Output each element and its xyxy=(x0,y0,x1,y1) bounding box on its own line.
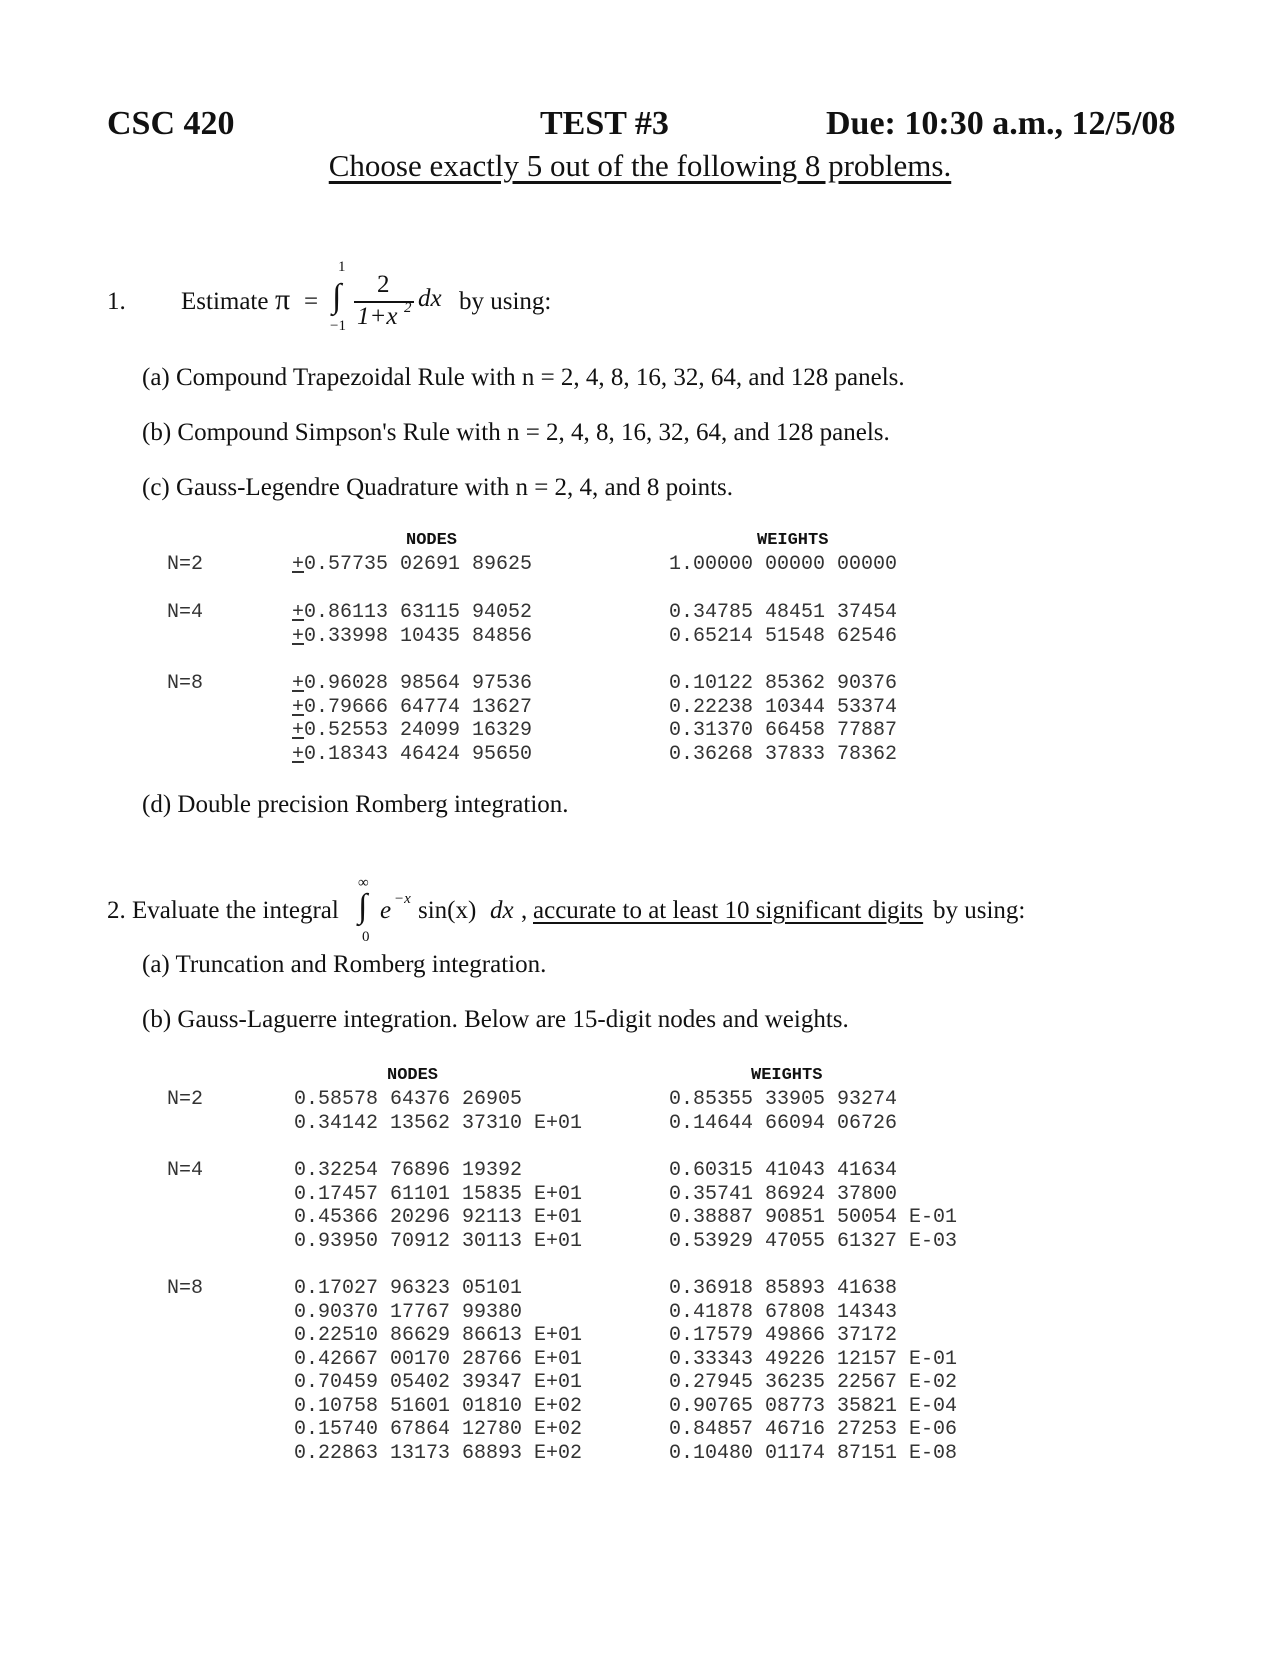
integral-2-upper-limit: ∞ xyxy=(358,875,369,891)
laguerre-n2-nodes: 0.58578 64376 26905 0.34142 13562 37310 E+01 xyxy=(294,1088,583,1135)
integral-2-differential: dx xyxy=(490,897,514,924)
laguerre-n2-weights: 0.85355 33905 93274 0.14644 66094 06726 xyxy=(669,1088,898,1135)
laguerre-weights-header: WEIGHTS xyxy=(751,1066,823,1085)
integral-lower-limit: −1 xyxy=(330,318,346,334)
integral-2-comma: , xyxy=(521,897,528,924)
test-title: TEST #3 xyxy=(540,105,669,142)
problem-1-part-c: (c) Gauss-Legendre Quadrature with n = 2, 4, and 8 points. xyxy=(142,474,734,501)
problem-2-part-a: (a) Truncation and Romberg integration. xyxy=(142,951,547,978)
legendre-weights-header: WEIGHTS xyxy=(757,531,829,550)
integrand-sin: sin(x) xyxy=(418,897,477,924)
legendre-n4-weights: 0.34785 48451 37454 0.65214 51548 62546 xyxy=(669,601,898,648)
integral-2-lower-limit: 0 xyxy=(362,929,370,945)
due-date: Due: 10:30 a.m., 12/5/08 xyxy=(826,105,1176,142)
course-title: CSC 420 xyxy=(107,105,235,142)
problem-2-part-b: (b) Gauss-Laguerre integration. Below are 15-digit nodes and weights. xyxy=(142,1006,849,1033)
laguerre-n4-label: N=4 xyxy=(167,1159,204,1182)
integrand-e: e xyxy=(380,897,392,924)
problem-1-number: 1. xyxy=(107,288,126,315)
legendre-n8-weights: 0.10122 85362 90376 0.22238 10344 53374 0.31370 66458 77887 0.36268 37833 78362 xyxy=(669,672,898,766)
legendre-n4-label: N=4 xyxy=(167,601,204,624)
problem-1-part-b: (b) Compound Simpson's Rule with n = 2, 4, 8, 16, 32, 64, and 128 panels. xyxy=(142,419,890,446)
legendre-nodes-header: NODES xyxy=(406,531,458,550)
legendre-n2-nodes: +0.57735 02691 89625 xyxy=(292,553,533,576)
problem-2-by-using: by using: xyxy=(933,897,1026,924)
integral-sign: ∫ xyxy=(332,278,342,315)
fraction-numerator: 2 xyxy=(377,271,390,298)
laguerre-n4-weights: 0.60315 41043 41634 0.35741 86924 37800 0.38887 90851 50054 E-01 0.53929 47055 61327 E-03 xyxy=(669,1159,958,1253)
integral-upper-limit: 1 xyxy=(338,259,346,275)
laguerre-n4-nodes: 0.32254 76896 19392 0.17457 61101 15835 E+01 0.45366 20296 92113 E+01 0.93950 70912 30113 E+01 xyxy=(294,1159,583,1253)
laguerre-n8-weights: 0.36918 85893 41638 0.41878 67808 14343 0.17579 49866 37172 0.33343 49226 12157 E-01 0.27945 36235 22567 E-02 0.90765 08773 35821 E-04 0.84857 46716 27253 E-06 0.10480 01174 87151 E-08 xyxy=(669,1277,958,1465)
legendre-n8-label: N=8 xyxy=(167,672,204,695)
instructions: Choose exactly 5 out of the following 8 problems. xyxy=(328,148,952,183)
integrand-exponent: −x xyxy=(394,891,411,907)
problem-1-part-d: (d) Double precision Romberg integration. xyxy=(142,791,569,818)
problem-1-part-a: (a) Compound Trapezoidal Rule with n = 2, 4, 8, 16, 32, 64, and 128 panels. xyxy=(142,364,905,391)
legendre-n2-label: N=2 xyxy=(167,553,204,576)
laguerre-n2-label: N=2 xyxy=(167,1088,204,1111)
legendre-n2-weights: 1.00000 00000 00000 xyxy=(669,553,898,576)
by-using: by using: xyxy=(459,288,552,315)
problem-1-estimate-label: Estimate xyxy=(181,288,269,315)
integral-2-sign: ∫ xyxy=(358,888,368,925)
fraction-denominator: 1+x xyxy=(357,303,398,330)
accuracy-requirement: accurate to at least 10 significant digits xyxy=(533,897,924,924)
laguerre-n8-nodes: 0.17027 96323 05101 0.90370 17767 99380 0.22510 86629 86613 E+01 0.42667 00170 28766 E+01 0.70459 05402 39347 E+01 0.10758 51601 01810 E+02 0.15740 67864 12780 E+02 0.22863 13173 68893 E+02 xyxy=(294,1277,583,1465)
laguerre-nodes-header: NODES xyxy=(387,1066,439,1085)
pi-symbol: π xyxy=(275,283,291,316)
legendre-n4-nodes: +0.86113 63115 94052 +0.33998 10435 84856 xyxy=(292,601,533,648)
denominator-exponent: 2 xyxy=(404,300,412,316)
laguerre-n8-label: N=8 xyxy=(167,1277,204,1300)
problem-2-intro: 2. Evaluate the integral xyxy=(107,897,339,924)
equals-sign: = xyxy=(304,288,319,315)
differential: dx xyxy=(418,285,442,312)
legendre-n8-nodes: +0.96028 98564 97536 +0.79666 64774 13627 +0.52553 24099 16329 +0.18343 46424 95650 xyxy=(292,672,533,766)
